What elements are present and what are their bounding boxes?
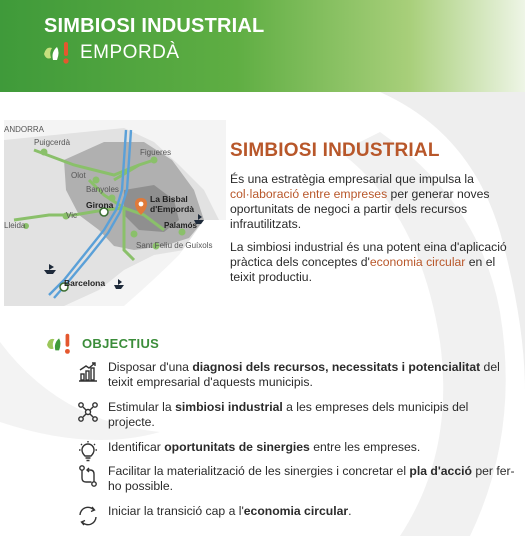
- cycle-arrows-icon: [76, 504, 100, 528]
- intro-p2-text: La simbiosi industrial és una potent eina d'aplicació pràctica dels conceptes d': [230, 240, 507, 269]
- objective-item: [76, 504, 516, 528]
- intro-p1-text-end: per generar noves oportunitats de negoci a partir dels recursos infrautilitzats.: [230, 187, 490, 231]
- lightbulb-icon: [76, 440, 100, 464]
- objective-text-part: Facilitar la materialització de les sinergies i concretar el: [108, 464, 410, 478]
- brand-logo-icon: [44, 330, 76, 356]
- map-label-puigcerda: Puigcerdà: [34, 138, 71, 147]
- route-icon: [76, 464, 100, 488]
- objective-text-part: Iniciar la transició cap a l': [108, 504, 244, 518]
- objective-text-part: a les empreses dels municipis del projecte.: [108, 400, 469, 429]
- growth-chart-icon: [76, 360, 100, 384]
- objective-item: [76, 360, 516, 390]
- objective-text-part: per fer-ho possible.: [108, 464, 515, 493]
- intro-paragraph-2: [230, 240, 520, 285]
- objective-text: [108, 360, 516, 390]
- objective-item: [76, 464, 516, 494]
- intro-title: SIMBIOSI INDUSTRIAL: [230, 140, 440, 161]
- objective-text-part: Estimular la: [108, 400, 176, 414]
- map-label-emporda: d'Empordà: [150, 204, 195, 214]
- objective-text-part: .: [348, 504, 352, 518]
- map-label-sant-feliu: Sant Feliu de Guíxols: [136, 241, 213, 250]
- objectives-header: [44, 330, 159, 356]
- objective-text: [108, 464, 516, 494]
- map-label-barcelona: Barcelona: [64, 278, 106, 288]
- objective-text-bold: economia circular: [243, 504, 349, 518]
- objective-text-bold: oportunitats de sinergies: [164, 440, 310, 454]
- map-label-banyoles: Banyoles: [86, 185, 119, 194]
- header-title: SIMBIOSI INDUSTRIAL: [44, 15, 265, 37]
- map-label-girona: Girona: [86, 200, 114, 210]
- intro-section: [230, 140, 520, 293]
- objective-item: [76, 440, 516, 464]
- objective-text-part: entre les empreses.: [309, 440, 421, 454]
- objective-text-part: del teixit empresarial d'aquests municipis.: [108, 360, 500, 389]
- objective-text-part: Disposar d'una: [108, 360, 193, 374]
- objective-text-bold: diagnosi dels recursos, necessitats i potencialitat: [192, 360, 481, 374]
- map-label-andorra: ANDORRA: [4, 125, 45, 134]
- intro-p1-text: És una estratègia empresarial que impulsa la: [230, 172, 474, 186]
- map-label-olot: Olot: [71, 171, 86, 180]
- objective-text-part: Identificar: [108, 440, 165, 454]
- map-label-vic: Vic: [66, 211, 77, 220]
- objective-text: [108, 400, 516, 430]
- header-subtitle: EMPORDÀ: [80, 42, 180, 63]
- objective-item: [76, 400, 516, 430]
- map-label-figueres: Figueres: [140, 148, 172, 157]
- header-banner: [0, 0, 525, 92]
- intro-p2-text-end: en el teixit productiu.: [230, 255, 496, 284]
- intro-paragraph-1: [230, 172, 520, 232]
- objective-text: [108, 440, 420, 464]
- objective-text-bold: pla d'acció: [409, 464, 472, 478]
- objectives-title: OBJECTIUS: [82, 335, 160, 351]
- brand-logo-icon: [42, 38, 74, 66]
- objective-text: [108, 504, 352, 528]
- network-icon: [76, 400, 100, 424]
- map-label-lleida: Lleida: [4, 221, 26, 230]
- region-map: [4, 120, 226, 306]
- intro-p2-highlight: economia circular: [369, 255, 466, 269]
- map-label-la-bisbal: La Bisbal: [150, 194, 188, 204]
- map-label-palamos: Palamós: [164, 221, 197, 230]
- objective-text-bold: simbiosi industrial: [175, 400, 283, 414]
- intro-p1-highlight: col·laboració entre empreses: [230, 187, 388, 201]
